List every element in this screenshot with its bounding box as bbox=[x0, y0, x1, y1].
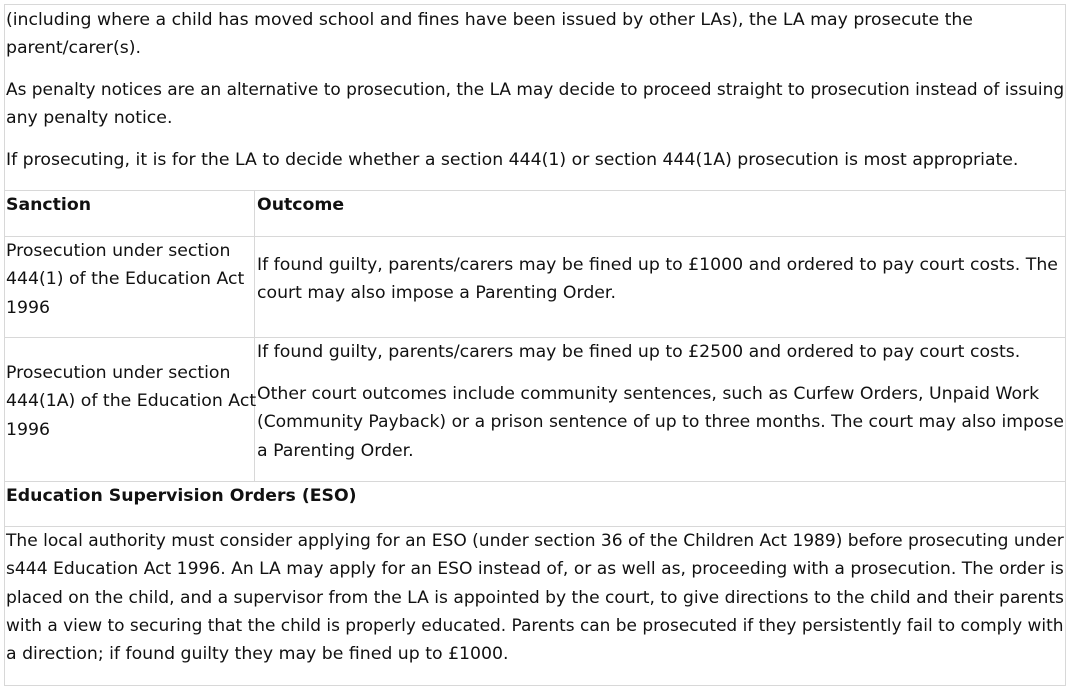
intro-paragraph-3: If prosecuting, it is for the LA to decide whether a section 444(1) or section 444(1A) prosecution is most appropriate. bbox=[6, 150, 1019, 170]
eso-line-5: a direction; if found guilty they may be fined up to £1000. bbox=[6, 644, 509, 664]
eso-line-1: The local authority must consider applying for an ESO (under section 36 of the Children Act 1989) before prosecuting under bbox=[6, 531, 1064, 551]
table-top-border bbox=[4, 190, 1066, 191]
eso-line-3: placed on the child, and a supervisor from the LA is appointed by the court, to give directions to the child and their parents bbox=[6, 588, 1064, 608]
row1-sanction-line-2: 444(1) of the Education Act bbox=[6, 269, 245, 289]
row1-sanction-line-1: Prosecution under section bbox=[6, 241, 231, 261]
eso-line-4: with a view to securing that the child is properly educated. Parents can be prosecuted if they persistently fail to comply with bbox=[6, 616, 1064, 636]
row2-sanction-line-1: Prosecution under section bbox=[6, 363, 231, 383]
row1-sanction-line-3: 1996 bbox=[6, 298, 50, 318]
intro-paragraph-2-line-1: As penalty notices are an alternative to prosecution, the LA may decide to proceed straight to prosecution instead of issuing bbox=[6, 80, 1065, 100]
intro-paragraph-1-line-2: parent/carer(s). bbox=[6, 38, 142, 58]
intro-paragraph-1-line-1: (including where a child has moved school and fines have been issued by other LAs), the LA may prosecute the bbox=[6, 10, 973, 30]
row2-sanction-line-3: 1996 bbox=[6, 420, 50, 440]
intro-paragraph-2-line-2: any penalty notice. bbox=[6, 108, 173, 128]
row2-sanction-line-2: 444(1A) of the Education Act bbox=[6, 391, 257, 411]
row2-outcome-line-3: (Community Payback) or a prison sentence of up to three months. The court may also impose bbox=[257, 412, 1064, 432]
row2-outcome-line-1: If found guilty, parents/carers may be fined up to £2500 and ordered to pay court costs. bbox=[257, 342, 1021, 362]
eso-line-2: s444 Education Act 1996. An LA may apply for an ESO instead of, or as well as, proceeding with a prosecution. The order is bbox=[6, 559, 1064, 579]
table-header-outcome: Outcome bbox=[257, 195, 345, 215]
row2-outcome-line-4: a Parenting Order. bbox=[257, 441, 414, 461]
row1-outcome-line-2: court may also impose a Parenting Order. bbox=[257, 283, 616, 303]
table-header-sanction: Sanction bbox=[6, 195, 92, 215]
row2-outcome-line-2: Other court outcomes include community sentences, such as Curfew Orders, Unpaid Work bbox=[257, 384, 1040, 404]
eso-heading: Education Supervision Orders (ESO) bbox=[6, 486, 357, 506]
table-column-divider bbox=[254, 190, 255, 481]
row1-outcome-line-1: If found guilty, parents/carers may be fined up to £1000 and ordered to pay court costs. The bbox=[257, 255, 1058, 275]
